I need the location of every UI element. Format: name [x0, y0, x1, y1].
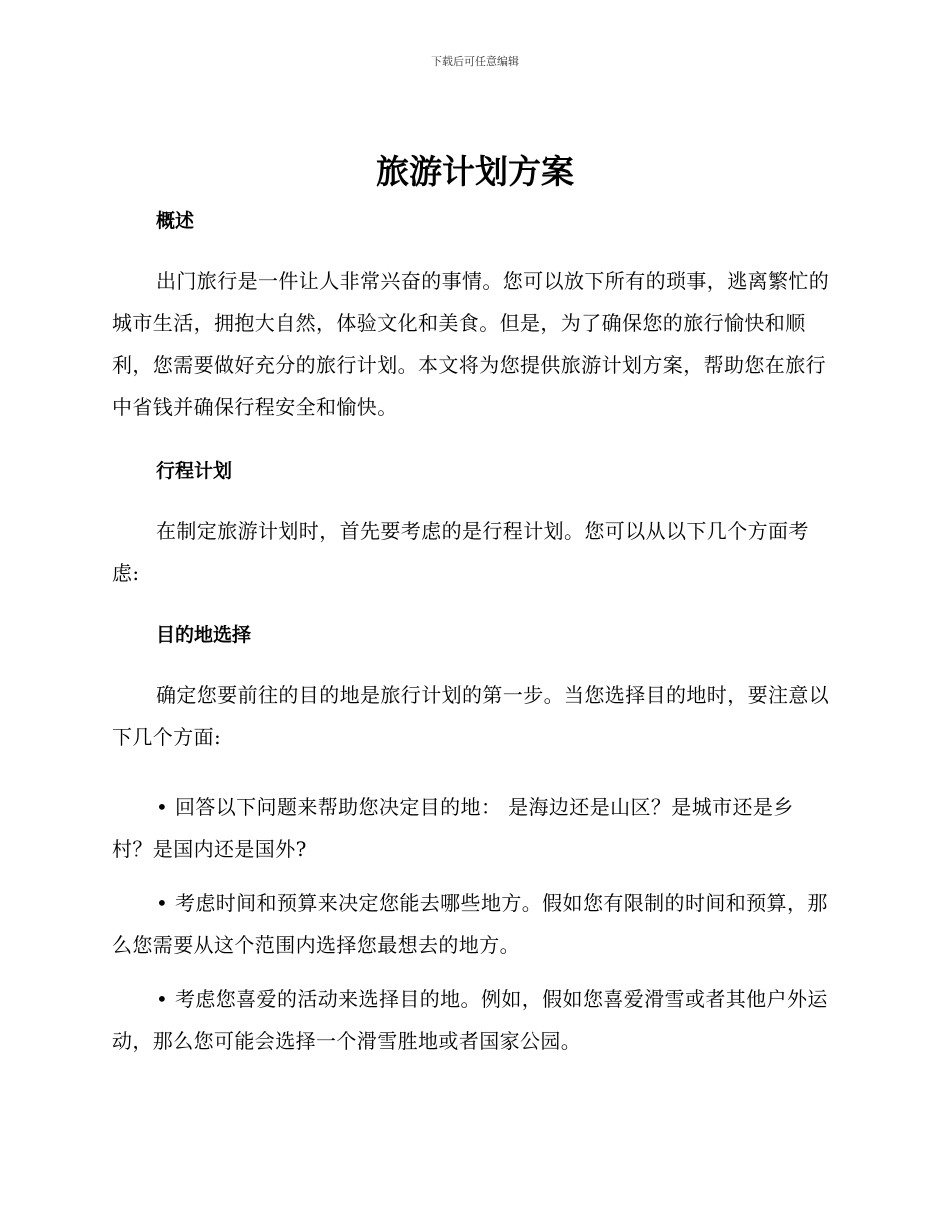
document-title: 旅游计划方案 — [376, 152, 574, 191]
document-body — [112, 198, 832, 1062]
section-heading-itinerary: 行程计划 — [156, 460, 233, 482]
paragraph-itinerary: 在制定旅游计划时，首先要考虑的是行程计划。您可以从以下几个方面考虑: — [112, 519, 809, 585]
paragraph-overview: 出门旅行是一件让人非常兴奋的事情。您可以放下所有的琐事，逃离繁忙的城市生活，拥抱大自然，体验文化和美食。但是，为了确保您的旅行愉快和顺利，您需要做好充分的旅行计划。本文将为您提供旅游计划方案，帮助您在旅行中省钱并确保行程安全和愉快。 — [112, 269, 830, 419]
bullet-item-activities: • 考虑您喜爱的活动来选择目的地。例如，假如您喜爱滑雪或者其他户外运动，那么您可能会选择一个滑雪胜地或者国家公园。 — [112, 987, 828, 1053]
bullet-item-questions: • 回答以下问题来帮助您决定目的地： 是海边还是山区？是城市还是乡村？是国内还是国外? — [112, 795, 794, 861]
section-heading-destination: 目的地选择 — [156, 624, 252, 646]
paragraph-destination: 确定您要前往的目的地是旅行计划的第一步。当您选择目的地时，要注意以下几个方面: — [112, 683, 830, 749]
section-heading-overview: 概述 — [156, 210, 195, 232]
bullet-item-time-budget: • 考虑时间和预算来决定您能去哪些地方。假如您有限制的时间和预算，那么您需要从这个范围内选择您最想去的地方。 — [112, 891, 828, 957]
header-note: 下载后可任意编辑 — [431, 55, 519, 68]
